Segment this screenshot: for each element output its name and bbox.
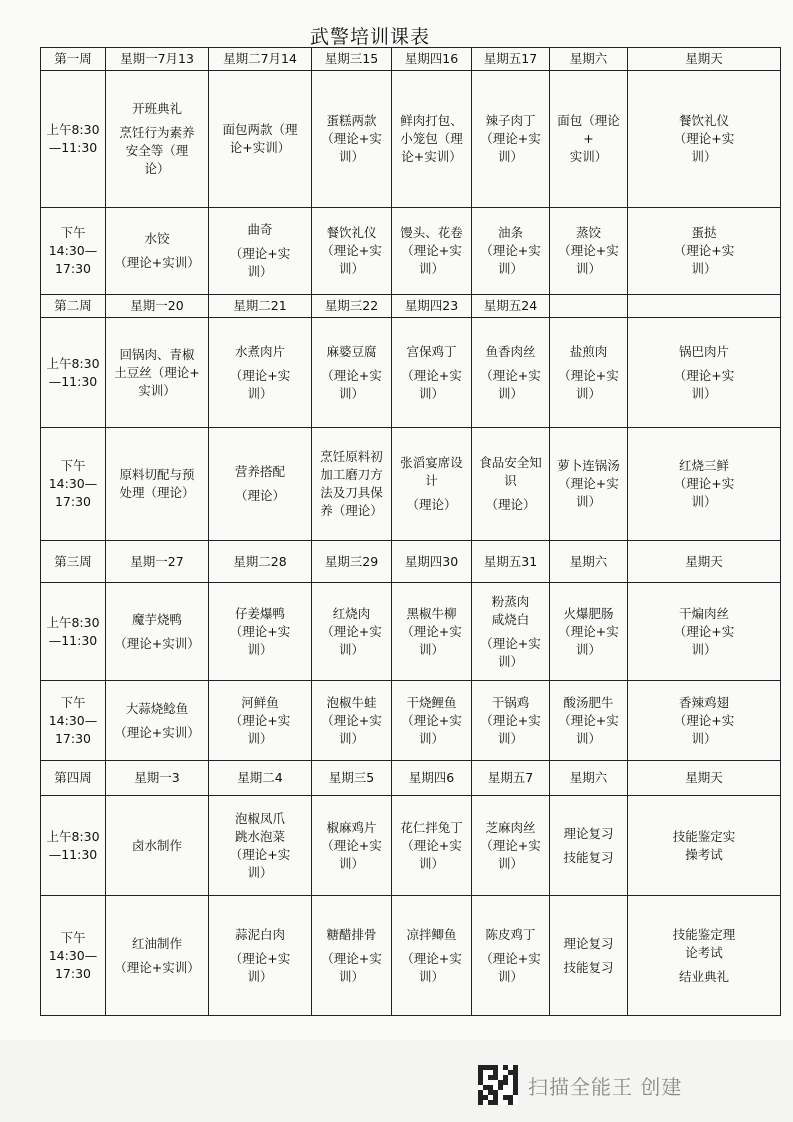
course-cell <box>472 428 550 541</box>
cell-line: 泡椒牛蛙 <box>326 694 377 710</box>
cell-line: 论考试 <box>685 944 723 960</box>
course-cell <box>392 796 472 896</box>
course-cell <box>209 318 312 428</box>
cell-line: 17:30 <box>54 965 92 981</box>
cell-line: （理论+实 <box>673 476 735 491</box>
week-label: 第二周 <box>41 295 106 318</box>
cell-line: 14:30— <box>48 947 98 963</box>
cell-line: 营养搭配 <box>234 464 285 479</box>
morning-time-label <box>41 796 106 896</box>
cell-line: （理论+实 <box>558 476 619 491</box>
cell-line: 跳水泡菜 <box>234 828 285 844</box>
cell-line: 技能复习 <box>563 849 614 865</box>
cell-line: 17:30 <box>54 261 92 276</box>
cell-line: 餐饮礼仪 <box>326 225 377 240</box>
course-cell <box>392 71 472 208</box>
course-cell <box>106 208 209 295</box>
qr-code-icon <box>478 1065 518 1105</box>
cell-line: （理论+实训） <box>114 255 200 270</box>
cell-line: 训） <box>691 261 717 276</box>
cell-line: 糖醋排骨 <box>326 926 377 942</box>
cell-line: 咸烧白 <box>491 611 530 627</box>
day-header: 星期一3 <box>106 761 209 796</box>
day-header: 星期五24 <box>472 295 550 318</box>
cell-line: 烹饪行为素养 <box>119 125 195 140</box>
course-cell <box>106 896 209 1016</box>
cell-line: 锅巴肉片 <box>678 343 729 359</box>
cell-line: （理论+实 <box>321 950 382 966</box>
cell-line: 14:30— <box>48 476 98 491</box>
cell-line: 识 <box>504 473 517 488</box>
cell-line: 原料切配与预 <box>119 467 195 482</box>
cell-line: （理论+实 <box>401 243 462 258</box>
cell-line: 黑椒牛柳 <box>406 605 457 621</box>
day-header: 星期五31 <box>472 541 550 583</box>
day-header: 星期二7月14 <box>209 48 312 71</box>
morning-time-label <box>41 71 106 208</box>
cell-line: 麻婆豆腐 <box>326 343 377 359</box>
cell-line: 回锅肉、青椒 <box>119 346 195 362</box>
course-cell <box>628 71 781 208</box>
cell-line: 河鲜鱼 <box>241 694 279 710</box>
cell-line: （理论+实 <box>558 367 619 383</box>
cell-line: 技能复习 <box>563 959 614 975</box>
course-cell <box>628 896 781 1016</box>
cell-line: （理论+实 <box>229 246 291 261</box>
day-header: 星期六 <box>550 48 628 71</box>
cell-line: 训） <box>418 968 444 984</box>
cell-line: （理论+实 <box>229 846 291 862</box>
afternoon-row <box>41 208 781 295</box>
day-header: 星期一20 <box>106 295 209 318</box>
day-header: 星期四23 <box>392 295 472 318</box>
cell-line: 陈皮鸡丁 <box>485 926 536 942</box>
cell-line: 训） <box>575 641 601 657</box>
course-cell <box>106 796 209 896</box>
day-header: 星期天 <box>628 761 781 796</box>
cell-line: （理论+实 <box>673 131 735 146</box>
cell-line: 训） <box>497 653 523 669</box>
cell-line: （理论+实 <box>480 367 541 383</box>
cell-line: （理论+实 <box>480 950 541 966</box>
cell-line: 技能鉴定实 <box>672 828 736 844</box>
cell-line: 训） <box>338 641 364 657</box>
cell-line: 红油制作 <box>131 935 182 951</box>
day-header: 星期四6 <box>392 761 472 796</box>
cell-line: 卤水制作 <box>131 837 182 853</box>
cell-line: —11:30 <box>48 373 98 389</box>
cell-line: （理论+实 <box>321 367 382 383</box>
cell-line: （理论+实 <box>321 837 382 853</box>
course-cell <box>392 896 472 1016</box>
cell-line: （理论+实 <box>558 243 619 258</box>
cell-line: 蛋挞 <box>691 225 717 240</box>
morning-row <box>41 796 781 896</box>
week-label: 第四周 <box>41 761 106 796</box>
day-header: 星期四30 <box>392 541 472 583</box>
cell-line: （理论+实 <box>229 712 291 728</box>
cell-line: 法及刀具保 <box>320 485 383 500</box>
cell-line: 训） <box>247 730 273 746</box>
cell-line: 训） <box>691 494 717 509</box>
cell-line: （理论+实 <box>229 367 291 383</box>
course-cell <box>106 583 209 681</box>
course-cell <box>312 208 392 295</box>
day-header: 星期五7 <box>472 761 550 796</box>
course-cell <box>209 208 312 295</box>
cell-line: 14:30— <box>48 712 98 728</box>
cell-line: 上午8:30 <box>46 122 100 137</box>
course-cell <box>312 71 392 208</box>
cell-line: （理论+实训） <box>480 243 541 276</box>
cell-line: 结业典礼 <box>678 968 729 984</box>
afternoon-time-label <box>41 896 106 1016</box>
cell-line: 干锅鸡 <box>491 694 530 710</box>
cell-line: 水煮肉片 <box>234 343 285 359</box>
schedule-table <box>40 47 781 1016</box>
cell-line: —11:30 <box>48 632 98 648</box>
course-cell <box>106 71 209 208</box>
cell-line: 训） <box>691 730 717 746</box>
day-header: 星期三29 <box>312 541 392 583</box>
cell-line: 论+实训） <box>229 140 291 155</box>
cell-line: （理论+实 <box>558 712 619 728</box>
cell-line: 训） <box>497 855 523 871</box>
course-cell <box>209 71 312 208</box>
course-cell <box>209 796 312 896</box>
cell-line: （理论+实训） <box>114 724 200 740</box>
week-header-row <box>41 761 781 796</box>
course-cell <box>550 318 628 428</box>
day-header <box>628 295 781 318</box>
morning-row <box>41 583 781 681</box>
cell-line: 下午 <box>60 694 86 710</box>
course-cell <box>472 796 550 896</box>
cell-line: 训） <box>497 968 523 984</box>
course-cell <box>312 681 392 761</box>
cell-line: 训） <box>338 855 364 871</box>
cell-line: 辣子肉丁 <box>485 113 536 128</box>
week-header-row <box>41 541 781 583</box>
cell-line: （理论+实 <box>229 623 291 639</box>
course-cell <box>392 208 472 295</box>
cell-line: 香辣鸡翅 <box>678 694 729 710</box>
cell-line: 训） <box>691 149 717 164</box>
cell-line: 粉蒸肉 <box>491 593 530 609</box>
cell-line: （理论+实训） <box>114 959 200 975</box>
course-cell <box>392 318 472 428</box>
cell-line: 小笼包（理 <box>400 131 463 146</box>
course-cell <box>312 318 392 428</box>
cell-line: 油条 <box>497 225 523 240</box>
day-header: 星期一7月13 <box>106 48 209 71</box>
course-cell <box>628 583 781 681</box>
cell-line: 芝麻肉丝 <box>485 819 536 835</box>
cell-line: 干烧鲤鱼 <box>406 694 457 710</box>
afternoon-row <box>41 681 781 761</box>
cell-line: （理论+实 <box>558 623 619 639</box>
course-cell <box>209 681 312 761</box>
course-cell <box>550 681 628 761</box>
day-header: 星期二28 <box>209 541 312 583</box>
afternoon-time-label <box>41 208 106 295</box>
course-cell <box>392 428 472 541</box>
watermark-text: 扫描全能王 创建 <box>528 1074 683 1099</box>
cell-line: 训） <box>497 149 523 164</box>
cell-line: （理论） <box>406 497 457 512</box>
week-header-row <box>41 295 781 318</box>
course-cell <box>472 208 550 295</box>
cell-line: 餐饮礼仪 <box>678 113 729 128</box>
cell-line: （理论+实 <box>229 950 291 966</box>
cell-line: 大蒜烧鲶鱼 <box>125 700 189 716</box>
morning-time-label <box>41 318 106 428</box>
day-header: 星期天 <box>628 48 781 71</box>
cell-line: 训） <box>418 385 444 401</box>
cell-line: 水饺 <box>144 231 170 246</box>
cell-line: 魔芋烧鸭 <box>131 611 182 627</box>
course-cell <box>550 896 628 1016</box>
cell-line: （理论+实 <box>401 712 462 728</box>
day-header: 星期六 <box>550 541 628 583</box>
cell-line: 训） <box>418 730 444 746</box>
cell-line: 安全等（理 <box>125 143 189 158</box>
cell-line: 火爆肥肠 <box>563 605 614 621</box>
cell-line: 训） <box>338 730 364 746</box>
cell-line: —11:30 <box>48 140 98 155</box>
afternoon-time-label <box>41 681 106 761</box>
cell-line: （理论+实 <box>480 837 541 853</box>
cell-line: （理论+实 <box>321 131 382 146</box>
cell-line: 食品安全知 <box>479 455 542 470</box>
cell-line: 17:30 <box>54 730 92 746</box>
course-cell <box>106 681 209 761</box>
day-header: 星期一27 <box>106 541 209 583</box>
week-label: 第一周 <box>41 48 106 71</box>
cell-line: （理论+实 <box>321 623 382 639</box>
cell-line: 蒜泥白肉 <box>234 926 285 942</box>
cell-line: 训） <box>691 385 717 401</box>
scanner-watermark <box>478 1063 682 1107</box>
cell-line: 训） <box>247 968 273 984</box>
cell-line: 训） <box>418 855 444 871</box>
course-cell <box>550 428 628 541</box>
cell-line: 计 <box>425 473 438 488</box>
course-cell <box>550 583 628 681</box>
cell-line: 萝卜连锅汤 <box>557 458 620 473</box>
cell-line: 馒头、花卷 <box>400 225 463 240</box>
course-cell <box>550 796 628 896</box>
afternoon-row <box>41 896 781 1016</box>
day-header: 星期四16 <box>392 48 472 71</box>
cell-line: 训） <box>247 641 273 657</box>
course-cell <box>550 71 628 208</box>
afternoon-time-label <box>41 428 106 541</box>
cell-line: 操考试 <box>685 846 723 862</box>
afternoon-row <box>41 428 781 541</box>
cell-line: 面包两款（理 <box>222 122 298 137</box>
cell-line: 14:30— <box>48 243 98 258</box>
day-header: 星期二4 <box>209 761 312 796</box>
course-cell <box>106 318 209 428</box>
cell-line: 上午8:30 <box>46 614 100 630</box>
course-cell <box>550 208 628 295</box>
cell-line: 花仁拌兔丁 <box>400 819 463 835</box>
cell-line: 椒麻鸡片 <box>326 819 377 835</box>
cell-line: 红烧肉 <box>332 605 371 621</box>
cell-line: 训） <box>418 261 444 276</box>
cell-line: 训） <box>497 730 523 746</box>
week-label: 第三周 <box>41 541 106 583</box>
cell-line: （理论+实 <box>401 367 462 383</box>
cell-line: 干煸肉丝 <box>678 605 729 621</box>
cell-line: 处理（理论） <box>119 485 195 500</box>
cell-line: （理论） <box>485 497 536 512</box>
cell-line: 下午 <box>60 458 86 473</box>
morning-time-label <box>41 583 106 681</box>
cell-line: 实训） <box>138 382 176 398</box>
cell-line: —11:30 <box>48 846 98 862</box>
cell-line: （理论+实 <box>401 837 462 853</box>
course-cell <box>392 583 472 681</box>
course-cell <box>628 681 781 761</box>
course-cell <box>209 583 312 681</box>
cell-line: 盐煎肉 <box>569 343 608 359</box>
cell-line: （理论+实训） <box>114 635 200 651</box>
cell-line: （理论+实 <box>673 367 735 383</box>
course-cell <box>312 428 392 541</box>
cell-line: 理论复习 <box>563 825 614 841</box>
cell-line: 养（理论） <box>320 503 383 518</box>
cell-line: 鲜肉打包、 <box>400 113 463 128</box>
cell-line: 论） <box>144 161 170 176</box>
cell-line: 酸汤肥牛 <box>563 694 614 710</box>
cell-line: （理论+实 <box>321 712 382 728</box>
cell-line: 下午 <box>60 225 86 240</box>
cell-line: 实训） <box>569 149 608 164</box>
cell-line: 技能鉴定理 <box>672 926 736 942</box>
course-cell <box>472 681 550 761</box>
cell-line: 蒸饺 <box>575 225 601 240</box>
cell-line: 曲奇 <box>247 222 273 237</box>
cell-line: 泡椒凤爪 <box>234 810 285 826</box>
cell-line: 训） <box>418 641 444 657</box>
course-cell <box>209 896 312 1016</box>
cell-line: 红烧三鲜 <box>678 458 729 473</box>
day-header: 星期五17 <box>472 48 550 71</box>
course-cell <box>312 796 392 896</box>
course-cell <box>312 583 392 681</box>
course-cell <box>472 896 550 1016</box>
cell-line: 训） <box>575 261 601 276</box>
cell-line: 下午 <box>60 929 86 945</box>
course-cell <box>628 318 781 428</box>
page-title: 武警培训课表 <box>309 26 430 48</box>
cell-line: （理论+实 <box>401 950 462 966</box>
cell-line: （理论+实 <box>673 623 735 639</box>
cell-line: 训） <box>247 264 273 279</box>
course-cell <box>628 796 781 896</box>
course-cell <box>472 583 550 681</box>
cell-line: 仔姜爆鸭 <box>234 605 285 621</box>
cell-line: 加工磨刀方 <box>320 467 383 482</box>
cell-line: 烹饪原料初 <box>320 449 383 464</box>
course-cell <box>628 208 781 295</box>
course-cell <box>472 71 550 208</box>
cell-line: 凉拌鲫鱼 <box>406 926 457 942</box>
course-cell <box>209 428 312 541</box>
cell-line: 训） <box>338 968 364 984</box>
day-header: 星期三22 <box>312 295 392 318</box>
cell-line: 面包（理论+ <box>557 113 620 146</box>
cell-line: 上午8:30 <box>46 828 100 844</box>
course-cell <box>392 681 472 761</box>
cell-line: 训） <box>575 494 601 509</box>
course-cell <box>472 318 550 428</box>
cell-line: 论+实训） <box>401 149 462 164</box>
cell-line: （理论+实训） <box>321 243 382 276</box>
day-header: 星期三15 <box>312 48 392 71</box>
cell-line: 开班典礼 <box>131 101 182 116</box>
cell-line: 训） <box>575 385 601 401</box>
day-header <box>550 295 628 318</box>
morning-row <box>41 318 781 428</box>
cell-line: 17:30 <box>54 494 92 509</box>
cell-line: （理论+实 <box>673 712 735 728</box>
day-header: 星期六 <box>550 761 628 796</box>
cell-line: 上午8:30 <box>46 355 100 371</box>
cell-line: 训） <box>691 641 717 657</box>
course-cell <box>106 428 209 541</box>
cell-line: 训） <box>338 385 364 401</box>
course-cell <box>628 428 781 541</box>
cell-line: （理论+实 <box>401 623 462 639</box>
cell-line: 土豆丝（理论+ <box>114 364 200 380</box>
cell-line: 鱼香肉丝 <box>485 343 536 359</box>
cell-line: 训） <box>247 385 273 401</box>
morning-row <box>41 71 781 208</box>
cell-line: 训） <box>338 149 364 164</box>
cell-line: 训） <box>575 730 601 746</box>
course-cell <box>312 896 392 1016</box>
cell-line: 训） <box>247 864 273 880</box>
cell-line: 理论复习 <box>563 935 614 951</box>
cell-line: 宫保鸡丁 <box>406 343 457 359</box>
day-header: 星期三5 <box>312 761 392 796</box>
cell-line: 张滔宴席设 <box>400 455 463 470</box>
cell-line: 蛋糕两款 <box>326 113 377 128</box>
cell-line: （理论+实 <box>480 131 541 146</box>
cell-line: （理论+实 <box>480 712 541 728</box>
cell-line: （理论+实 <box>480 635 541 651</box>
week-header-row <box>41 48 781 71</box>
cell-line: 训） <box>497 385 523 401</box>
cell-line: （理论） <box>234 488 285 503</box>
day-header: 星期天 <box>628 541 781 583</box>
day-header: 星期二21 <box>209 295 312 318</box>
cell-line: （理论+实 <box>673 243 735 258</box>
